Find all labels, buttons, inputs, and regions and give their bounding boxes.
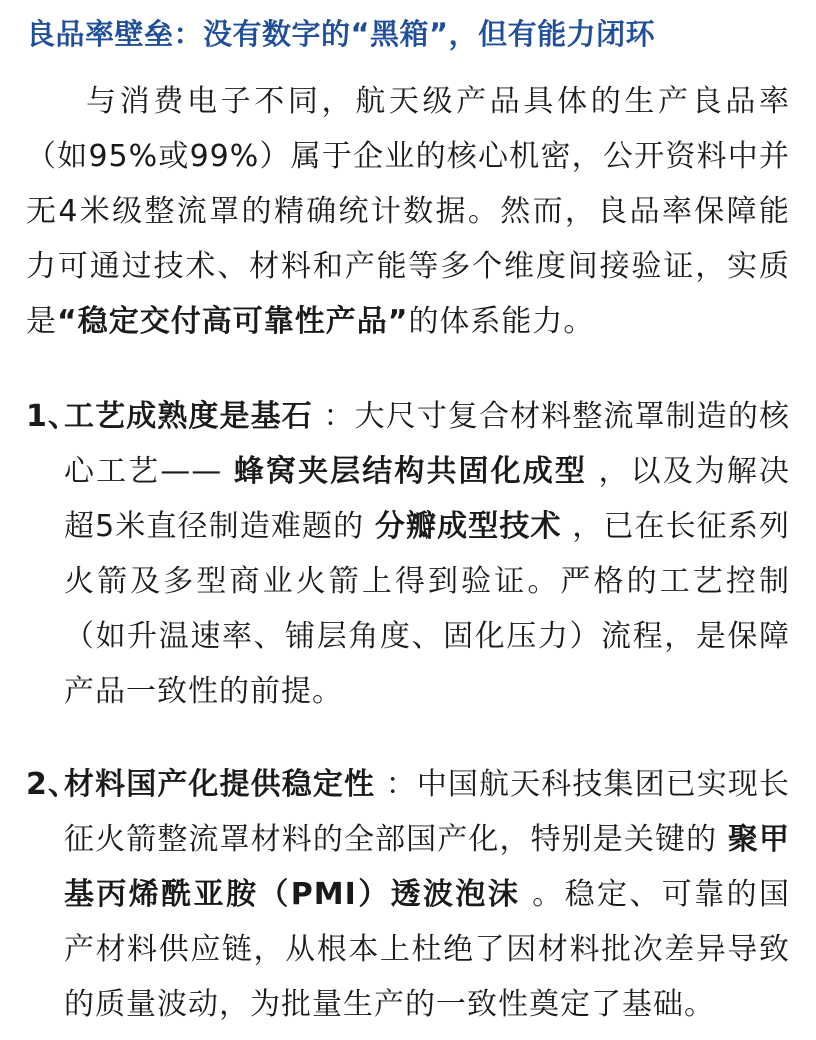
list-item-number: 1、: [26, 399, 79, 434]
intro-text: 与消费电子不同，航天级产品具体的生产良品率（如95%或99%）属于企业的核心机密，公开资料中并无4米级整流罩的精确统计数据。然而，良品率保障能力可通过技术、材料和产能等多个维度间接验证，实质是: [26, 84, 790, 339]
intro-emphasis: “稳定交付高可靠性产品”: [57, 304, 409, 339]
list-item-emphasis: 蜂窝夹层结构共固化成型: [233, 454, 587, 489]
list-item-text: 。稳定、可靠的国产材料供应链，从根本上杜绝了因材料批次差异导致的质量波动，为批量生产的一致性奠定了基础。: [64, 877, 790, 1022]
list-item-process: [26, 389, 790, 719]
list-item-text: ：大尺寸复合材料整流罩制造的核心工艺——: [64, 399, 790, 489]
list-item-text: ：中国航天科技集团已实现长征火箭整流罩材料的全部国产化，特别是关键的: [64, 767, 791, 857]
intro-paragraph: [26, 74, 790, 349]
list-item-materials: [26, 757, 790, 1032]
list-item-title: 材料国产化提供稳定性: [64, 767, 376, 802]
section-heading: 良品率壁垒：没有数字的“黑箱”，但有能力闭环: [26, 17, 656, 51]
list-item-emphasis: 聚甲基丙烯酰亚胺（PMI）透波泡沫: [64, 822, 790, 912]
list-item-number: 2、: [26, 767, 79, 802]
list-item-text: ，以及为解决超5米直径制造难题的: [64, 454, 790, 544]
list-item-title: 工艺成熟度是基石: [64, 399, 313, 434]
intro-text-end: 的体系能力。: [408, 304, 595, 339]
list-item-emphasis: 分瓣成型技术: [374, 509, 562, 544]
list-item-text: ，已在长征系列火箭及多型商业火箭上得到验证。严格的工艺控制（如升温速率、铺层角度、固化压力）流程，是保障产品一致性的前提。: [64, 509, 791, 709]
